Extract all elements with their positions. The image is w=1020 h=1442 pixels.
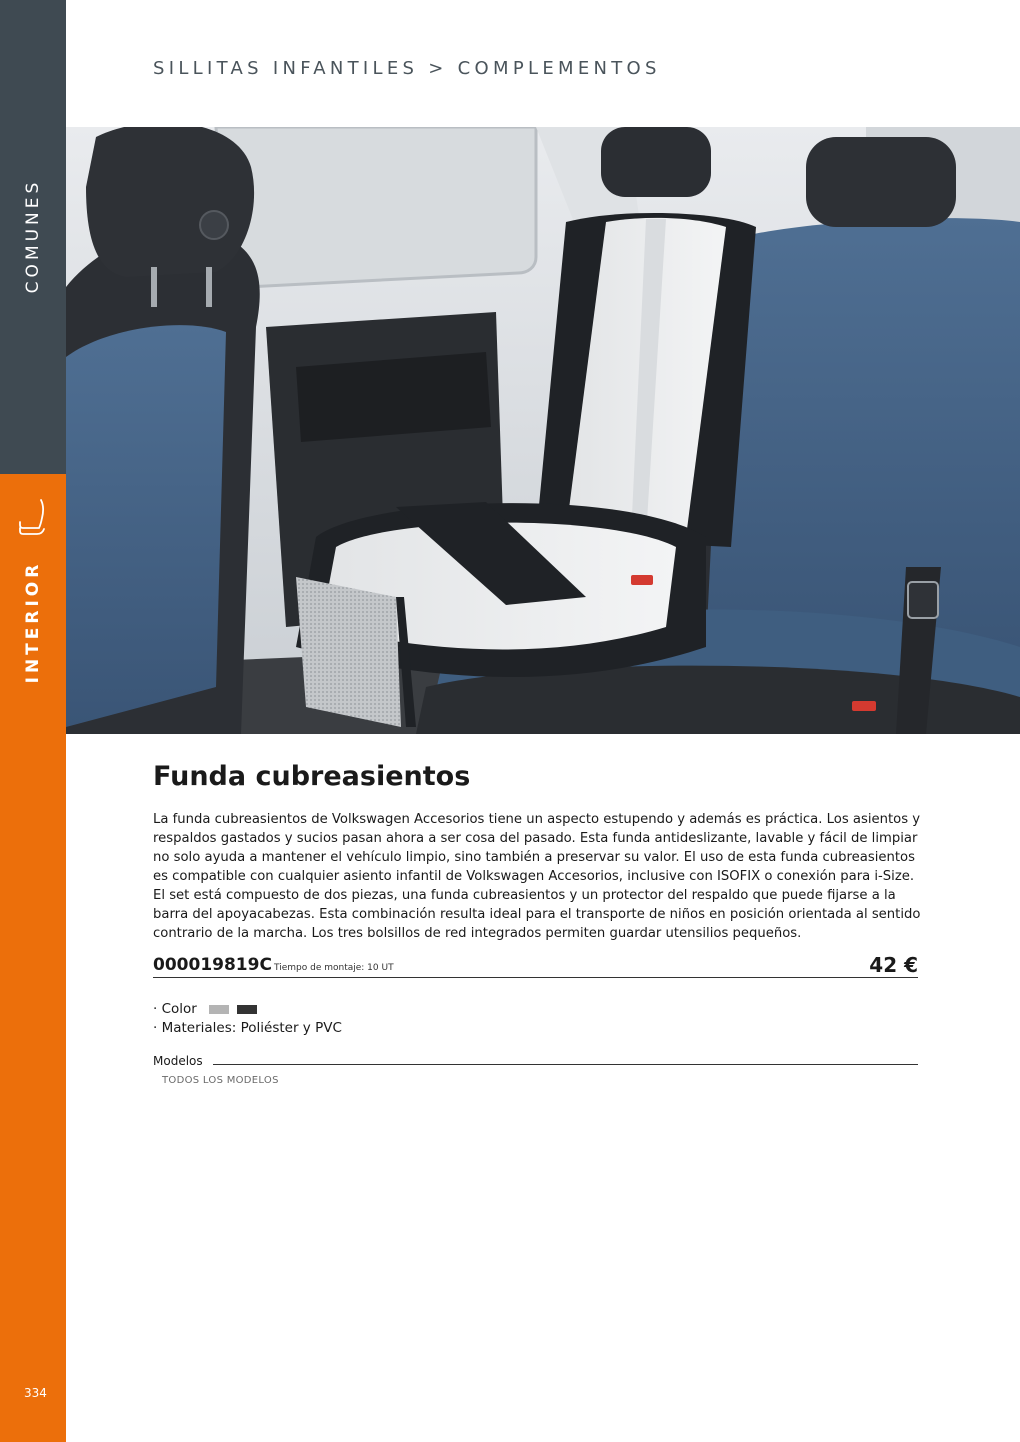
page-number: 334 bbox=[24, 1386, 47, 1400]
mount-time: Tiempo de montaje: 10 UT bbox=[274, 963, 394, 973]
models-value: TODOS LOS MODELOS bbox=[162, 1075, 279, 1086]
feature-materials: · Materiales: Poliéster y PVC bbox=[153, 1020, 342, 1036]
feature-list bbox=[153, 1000, 342, 1038]
part-row bbox=[153, 955, 918, 978]
sidebar bbox=[0, 0, 66, 1442]
product-title: Funda cubreasientos bbox=[153, 761, 471, 792]
models-row bbox=[153, 1054, 918, 1070]
price: 42 € bbox=[869, 953, 918, 977]
part-number: 000019819C bbox=[153, 955, 272, 975]
sidebar-section-comunes[interactable] bbox=[0, 0, 66, 474]
sidebar-label-comunes: COMUNES bbox=[23, 178, 43, 294]
feature-color bbox=[153, 1000, 342, 1019]
models-divider bbox=[213, 1064, 918, 1065]
color-swatch-dark-grey bbox=[237, 1005, 257, 1014]
breadcrumb: SILLITAS INFANTILES > COMPLEMENTOS bbox=[153, 58, 661, 79]
car-seat-icon bbox=[17, 498, 49, 538]
product-description: La funda cubreasientos de Volkswagen Accesorios tiene un aspecto estupendo y además es práctica. Los asientos y respaldos gastados y sucios pasan ahora a ser cosa del pasado. Esta funda antideslizante, lavable y fácil de limpiar no solo ayuda a mantener el vehículo limpio, sino también a preservar su valor. El uso de esta funda cubreasientos es compatible con cualquier asiento infantil de Volkswagen Accesorios, inclusive con ISOFIX o conexión para i-Size. El set está compuesto de dos piezas, una funda cubreasientos y un protector del respaldo que puede fijarse a la barra del apoyacabezas. Esta combinación resulta ideal para el transporte de niños en posición orientada al sentido contrario de la marcha. Los tres bolsillos de red integrados permiten guardar utensilios pequeños. bbox=[153, 812, 921, 941]
sidebar-label-interior: INTERIOR bbox=[23, 560, 43, 684]
product-photo bbox=[66, 127, 1020, 734]
models-label: Modelos bbox=[153, 1054, 211, 1068]
color-label: · Color bbox=[153, 1001, 197, 1017]
color-swatch-light-grey bbox=[209, 1005, 229, 1014]
